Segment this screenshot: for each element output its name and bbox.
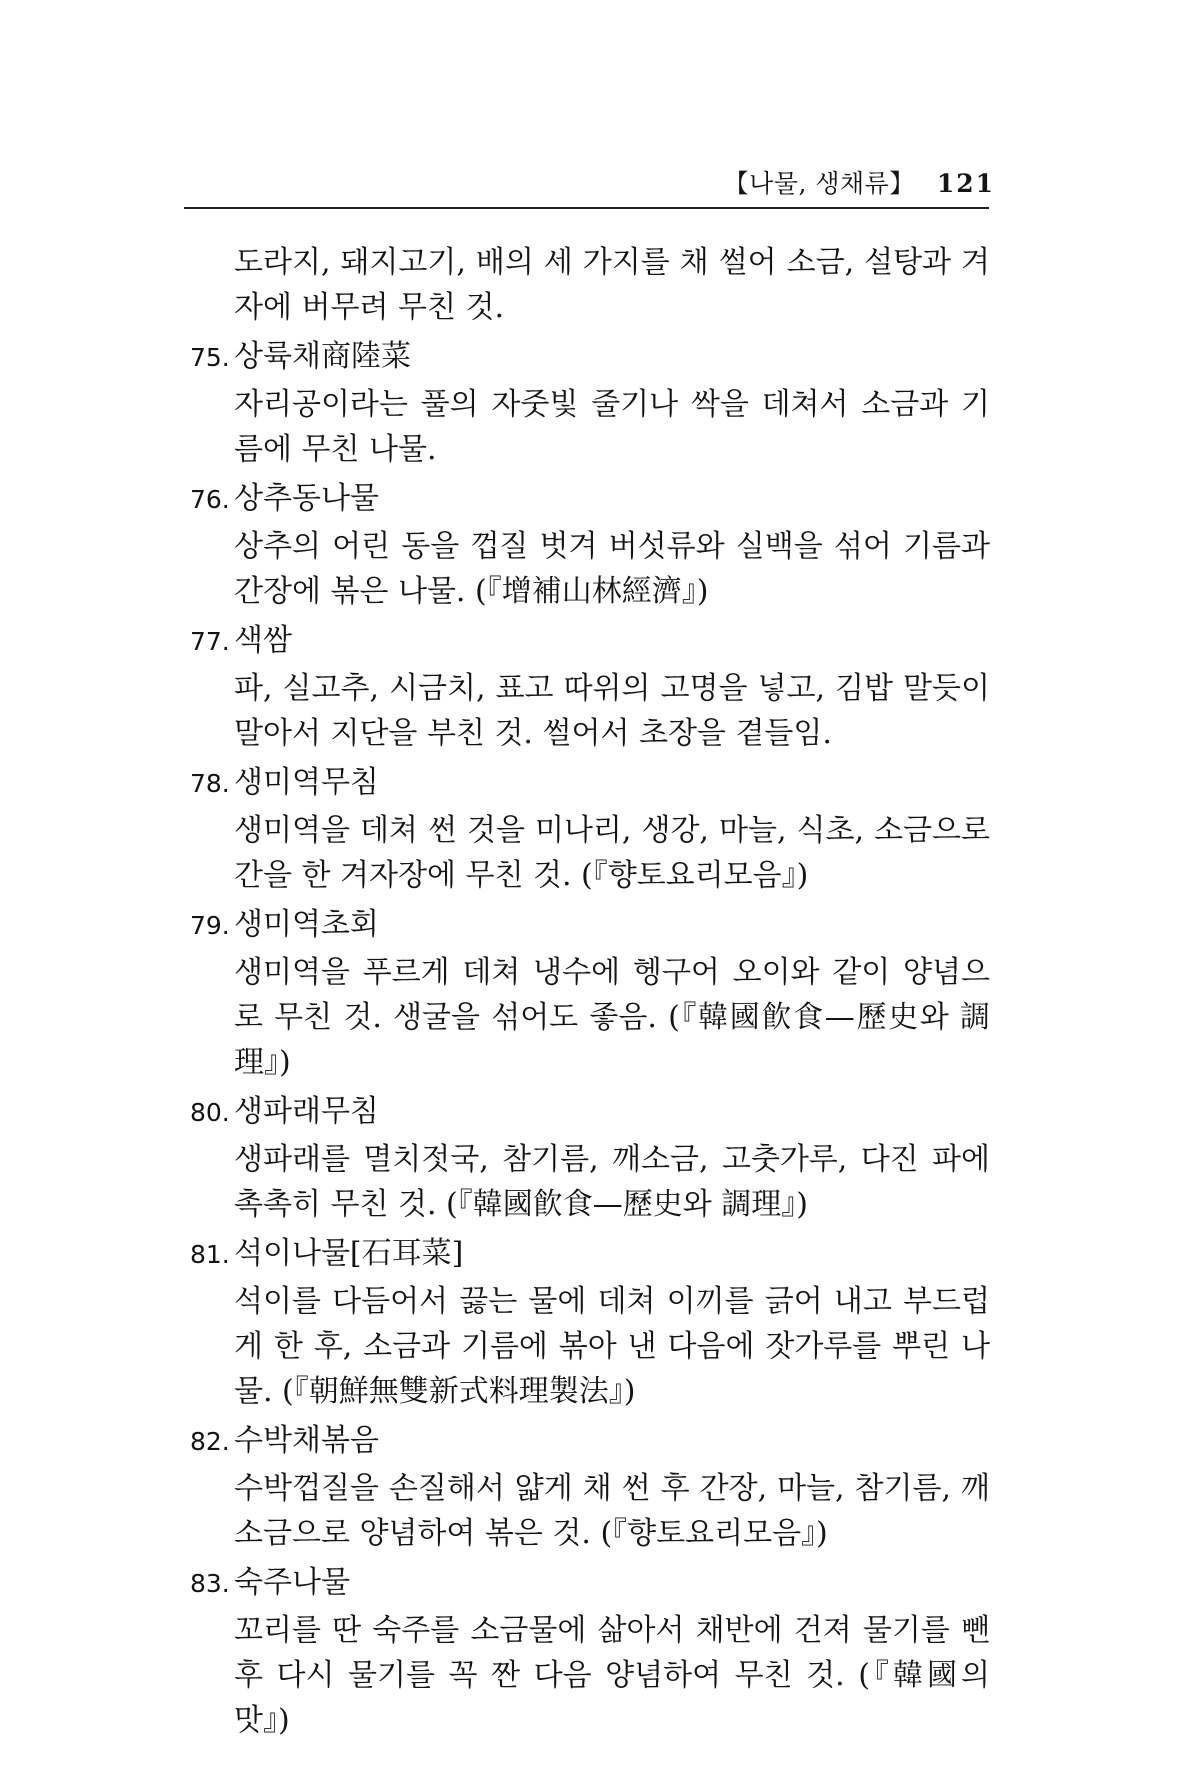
entry-75 — [190, 334, 990, 472]
entry-80 — [190, 1089, 990, 1227]
entry-title: 상륙채商陸菜 — [234, 339, 411, 374]
entry-description: 파, 실고추, 시금치, 표고 따위의 고명을 넣고, 김밥 말듯이 말아서 지단을 부친 것. 썰어서 초장을 곁들임. — [234, 671, 990, 751]
entry-title: 생미역무침 — [234, 765, 379, 800]
entry-number: 82. — [190, 1427, 230, 1456]
entry-title: 생파래무침 — [234, 1094, 379, 1129]
page-body — [190, 240, 990, 1747]
entry-number: 75. — [190, 343, 230, 372]
entry-description: 꼬리를 딴 숙주를 소금물에 삶아서 채반에 건져 물기를 뺀 후 다시 물기를 꼭 짠 다음 양념하여 무친 것. (『韓國의 맛』) — [234, 1613, 990, 1738]
page-number: 121 — [936, 169, 995, 198]
entry-title: 수박채볶음 — [234, 1423, 379, 1458]
entry-description: 석이를 다듬어서 끓는 물에 데쳐 이끼를 긁어 내고 부드럽게 한 후, 소금과 기름에 볶아 낸 다음에 잣가루를 뿌린 나물. (『朝鮮無雙新式料理製法』) — [234, 1284, 990, 1409]
entry-description: 자리공이라는 풀의 자줏빛 줄기나 싹을 데쳐서 소금과 기름에 무친 나물. — [234, 387, 990, 467]
entry-76 — [190, 476, 990, 614]
entry-number: 80. — [190, 1098, 230, 1127]
entry-description: 생파래를 멸치젓국, 참기름, 깨소금, 고춧가루, 다진 파에 촉촉히 무친 것. (『韓國飮食—歷史와 調理』) — [234, 1142, 990, 1222]
entry-number: 81. — [190, 1240, 230, 1269]
entry-title: 생미역초회 — [234, 907, 379, 942]
entry-78 — [190, 760, 990, 898]
section-title: 【나물, 생채류】 — [723, 169, 915, 198]
entry-title: 상추동나물 — [234, 481, 379, 516]
entry-number: 83. — [190, 1569, 230, 1598]
entry-number: 79. — [190, 911, 230, 940]
entry-description: 상추의 어린 동을 껍질 벗겨 버섯류와 실백을 섞어 기름과 간장에 볶은 나물. (『增補山林經濟』) — [234, 529, 990, 609]
entry-83 — [190, 1560, 990, 1743]
entry-title: 석이나물[石耳菜] — [234, 1236, 464, 1271]
entry-81 — [190, 1231, 990, 1414]
entry-82 — [190, 1418, 990, 1556]
continued-paragraph: 도라지, 돼지고기, 배의 세 가지를 채 썰어 소금, 설탕과 겨자에 버무려 무친 것. — [234, 245, 990, 325]
entry-description: 생미역을 데쳐 썬 것을 미나리, 생강, 마늘, 식초, 소금으로 간을 한 겨자장에 무친 것. (『향토요리모음』) — [234, 813, 990, 893]
entry-description: 수박껍질을 손질해서 얇게 채 썬 후 간장, 마늘, 참기름, 깨소금으로 양념하여 볶은 것. (『향토요리모음』) — [234, 1471, 990, 1551]
entry-title: 숙주나물 — [234, 1565, 350, 1600]
entry-number: 76. — [190, 485, 230, 514]
entry-number: 78. — [190, 769, 230, 798]
running-header — [724, 164, 995, 200]
entry-79 — [190, 902, 990, 1085]
header-rule — [184, 207, 989, 209]
entry-77 — [190, 618, 990, 756]
entry-number: 77. — [190, 627, 230, 656]
entry-description: 생미역을 푸르게 데쳐 냉수에 헹구어 오이와 같이 양념으로 무친 것. 생굴을 섞어도 좋음. (『韓國飮食—歷史와 調理』) — [234, 955, 990, 1080]
entry-title: 색쌈 — [234, 623, 292, 658]
